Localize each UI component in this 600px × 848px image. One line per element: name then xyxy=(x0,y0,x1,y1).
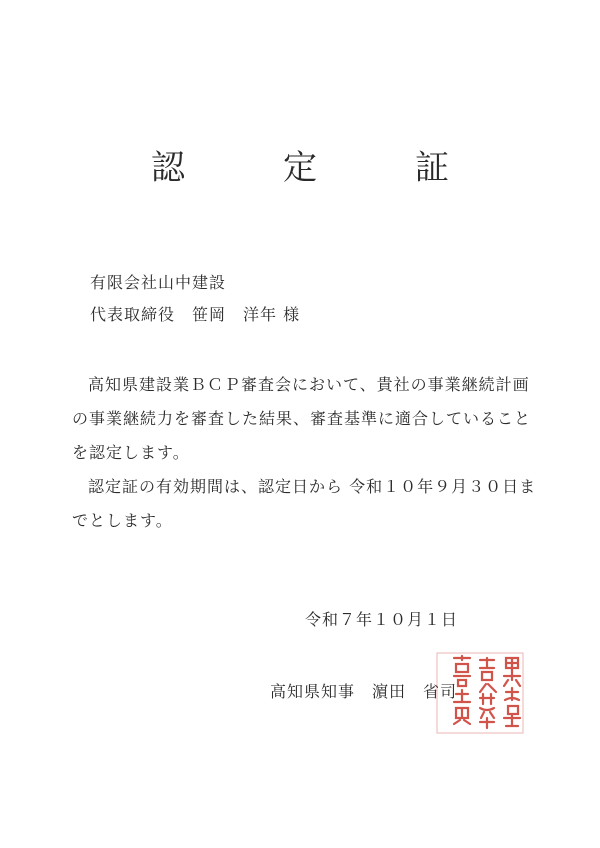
certificate-title: 認 定 証 xyxy=(151,148,481,188)
official-seal-icon xyxy=(434,650,526,736)
recipient-company: 有限会社山中建設 xyxy=(90,273,227,292)
issue-date: 令和７年１０月１日 xyxy=(305,610,459,629)
signer-name: 高知県知事 濵田 省司 xyxy=(270,682,458,701)
recipient-representative: 代表取締役 笹岡 洋年 様 xyxy=(90,305,301,324)
body-paragraph-2: 認定証の有効期間は、認定日から 令和１０年９月３０日までとします。 xyxy=(72,477,537,530)
body-paragraph-1: 高知県建設業ＢＣＰ審査会において、貴社の事業継続計画の事業継続力を審査した結果、審査基準に適合していることを認定します。 xyxy=(72,375,532,462)
certificate-body xyxy=(72,368,542,538)
recipient-block xyxy=(90,267,300,331)
